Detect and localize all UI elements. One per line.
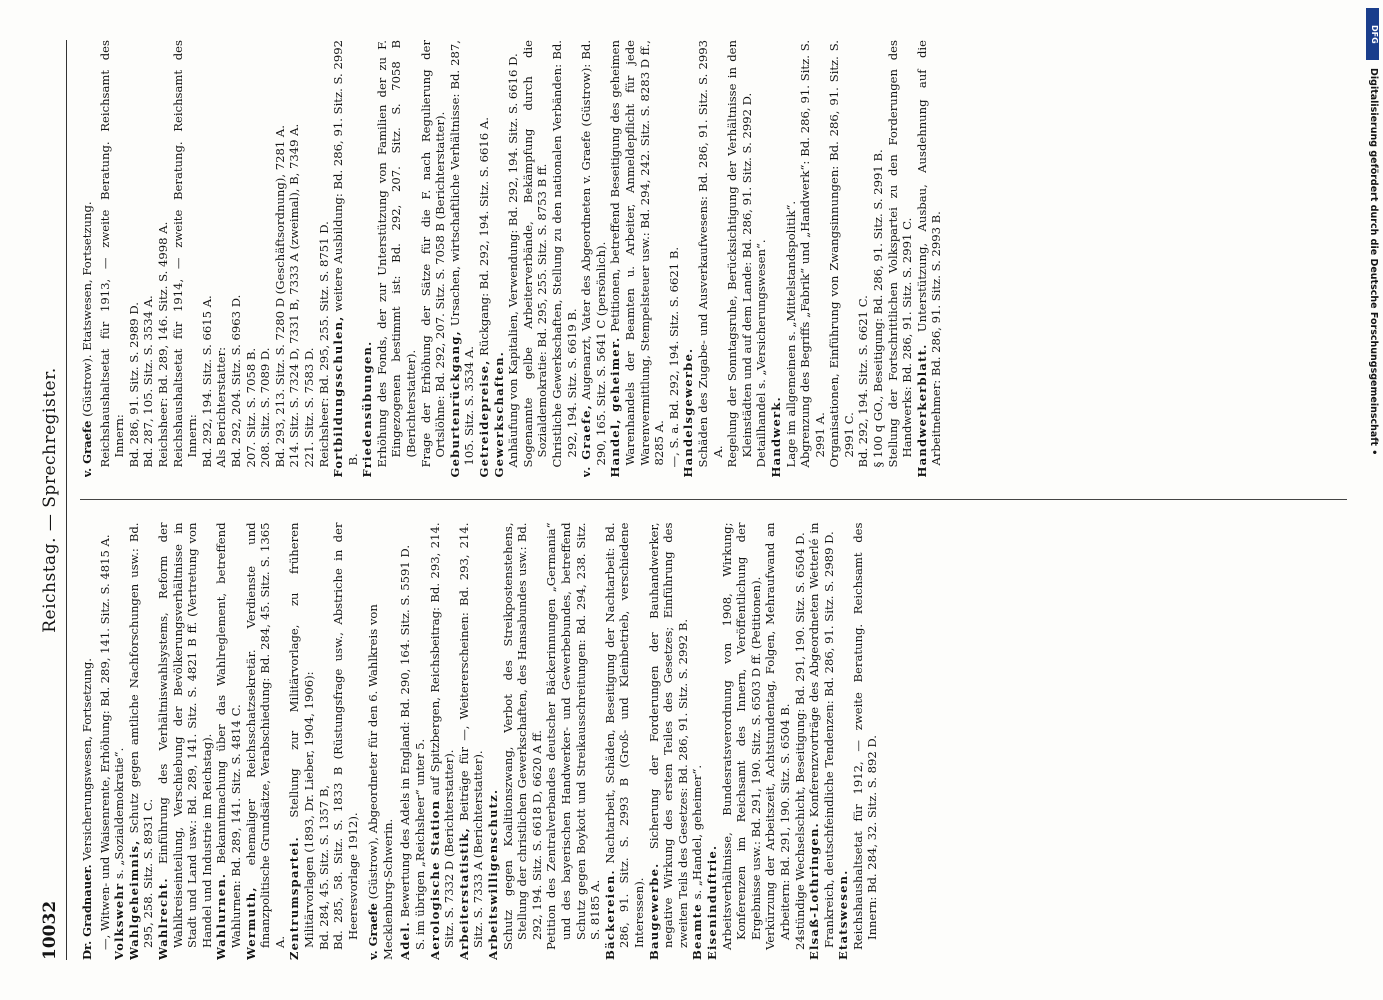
entry-text: Bd. 285, 58. Sitz. S. 1833 B (Rüstungsfrage usw., Abstriche in der Heeresvorlage 1912).	[331, 522, 360, 950]
register-entry	[827, 40, 856, 478]
entry-text: Rückgang: Bd. 292, 194. Sitz. S. 6616 A.	[477, 117, 492, 356]
entry-text: Bd. 286, 91. Sitz. S. 2989 D.	[126, 302, 141, 468]
register-entry	[763, 523, 792, 961]
entry-keyword: Fortbildungsschulen,	[331, 315, 346, 478]
entry-keyword: Eiseninduftrie.	[704, 844, 719, 960]
register-entry	[287, 523, 316, 961]
entry-text: Erhöhung des Fonds, der zur Unterstützung von Familien der zu F. Eingezogenen bestimmt ist: Bd. 292, 207. Sitz. S. 7058 B (Berichterstatter).	[374, 40, 419, 468]
entry-text: S. im übrigen „Reichsheer“ unter 5.	[413, 738, 428, 950]
entry-keyword: Aerologische Station	[427, 799, 442, 960]
register-entry	[836, 523, 851, 961]
register-entry	[258, 40, 273, 478]
entry-text: Petition des Zentralverbandes deutscher Bäckerinnungen „Germania“ und des bayerischen Handwerker- und Gewerbebundes, betreffend Schutz gegen Boykott und Streikausschreitungen: Bd. 294, 238. Sitz. S. 8185 A.	[544, 522, 603, 950]
entry-text: Schutz gegen amtliche Nachforschungen usw.: Bd. 295, 258. Sitz. S. 8931 C.	[126, 522, 156, 948]
heading-name: Dr. Gradnauer.	[80, 864, 94, 960]
register-entry	[681, 40, 696, 478]
register-entry	[603, 523, 647, 961]
right-column-heading	[80, 40, 95, 478]
columns	[80, 40, 1347, 960]
register-entry	[720, 523, 764, 961]
register-entry	[448, 40, 477, 478]
entry-text: Bd. 284, 45. Sitz. S. 1357 B,	[316, 784, 331, 950]
entry-keyword: Volkswehr	[112, 882, 127, 960]
entry-keyword: Handwerkerblatt.	[914, 343, 929, 478]
register-entry	[127, 40, 142, 478]
register-entry	[544, 523, 602, 961]
heading-name-right: v. Graefe	[80, 420, 94, 478]
entry-text: Unterstützung, Ausbau, Ausdehnung auf die Arbeitnehmer: Bd. 286, 91. Sitz. S. 2993 B.	[914, 40, 944, 466]
entry-text: Beiträge für —, Weitererscheinen: Bd. 293, 214. Sitz. S. 7333 A (Berichterstatter).	[456, 522, 486, 948]
entry-text: Bd. 292, 194. Sitz. S. 6615 A.	[199, 295, 214, 468]
entry-keyword: Handel, geheimer.	[608, 336, 623, 478]
entry-keyword: Handelsgewerbe.	[681, 347, 696, 478]
register-entry	[769, 40, 784, 478]
entry-text: weitere Ausbildung: Bd. 286, 91. Sitz. S. 2992 B.	[331, 40, 360, 466]
register-entry	[690, 523, 705, 961]
register-entry	[98, 40, 127, 478]
entry-text: Ursachen, wirtschaftliche Verhältnisse: Bd. 287, 105. Sitz. S. 3534 A.	[447, 40, 477, 466]
register-entry	[705, 523, 720, 961]
register-entry	[141, 40, 156, 478]
entry-text: Arbeitsverhältnisse, Bundesratsverordnung von 1908, Wirkung; Konferenzen im Reichsamt des Innern, Veröffentlichung der Ergebnisse usw.: Bd. 291, 190. Sitz. S. 6503 D ff. (Petitionen).	[719, 522, 763, 950]
entry-text: Bewertung des Adels in England: Bd. 290, 164. Sitz. S. 5591 D.	[398, 544, 413, 918]
register-entry	[398, 523, 413, 961]
entry-text: Bekanntmachung über das Wahlreglement, betreffend Wahlurnen: Bd. 289, 141. Sitz. S. 4814 C.	[214, 522, 243, 948]
register-entry	[375, 40, 419, 478]
entry-keyword: Wahlurnen.	[214, 872, 229, 960]
left-column-heading	[80, 523, 95, 961]
entry-text: Bd. 287, 105. Sitz. S. 3534 A.	[141, 295, 156, 468]
entry-text: Konferenzvorträge des Abgeordneten Wetterlé in Frankreich, deutschfeindliche Tendenzen: Bd. 286, 91. Sitz. S. 2989 D.	[807, 522, 836, 948]
heading-continuation-right: (Güstrow). Etatswesen, Fortsetzung.	[80, 201, 94, 417]
register-entry	[428, 523, 457, 961]
entry-keyword: Zentrumspartei.	[287, 836, 302, 960]
entry-text: Petitionen, betreffend Beseitigung des geheimen Warenhandels der Beamten u. Arbeiter, Anmeldepflicht für jede Warenvermittlung, Stempelsteuer usw.: Bd. 294, 242. Sitz. S. 8283 D ff., 8285 A.	[608, 40, 667, 466]
entry-text: Bd. 293, 213. Sitz. S. 7280 D (Geschäftsordnung), 7281 A.	[272, 125, 287, 468]
right-entries	[98, 40, 944, 478]
register-entry	[798, 40, 827, 478]
entry-keyword: Etatswesen.	[836, 869, 851, 960]
entry-text: ehemaliger Reichsschatzsekretär. Verdienste und finanzpolitische Grundsätze, Verabschiedung: Bd. 284, 45. Sitz. S. 1365 A.	[243, 522, 287, 948]
column-rule	[80, 500, 1347, 501]
running-head	[40, 40, 67, 960]
entry-keyword: Getreidepreise,	[477, 359, 492, 478]
entry-text: Stellung zur Militärvorlage, zu früheren Militärvorlagen (1893, Dr. Lieber, 1904, 1906):	[287, 522, 316, 948]
entry-keyword: Bäckereien.	[602, 869, 617, 960]
entry-text: Bd. 292, 204. Sitz. S. 6963 D.	[228, 294, 243, 468]
entry-text: 221. Sitz. S. 7583 D.	[301, 347, 316, 468]
register-entry	[287, 40, 302, 478]
right-column	[80, 40, 1347, 478]
entry-keyword: Geburtenrückgang,	[447, 330, 462, 478]
register-entry	[647, 523, 691, 961]
entry-text: Nachtarbeit, Schäden, Beseitigung der Nachtarbeit: Bd. 286, 91. Sitz. S. 2993 B (Groß- und Kleinbetrieb, verschiedene Interessen).	[602, 522, 646, 948]
entry-text: Regelung der Sonntagsruhe, Berücksichtigung der Verhältnisse in den Kleinstädten und auf dem Lande: Bd. 286, 91. Sitz. S. 2992 D.	[725, 40, 754, 468]
entry-keyword: v. Graefe,	[579, 404, 594, 478]
digitization-credit: Digitalisierung gefördert durch die Deutsche Forschungsgemeinschaft •	[1368, 68, 1379, 456]
entry-text: s. „Handel, geheimer“.	[690, 764, 705, 900]
entry-text: s. „Sozialdemokratie“.	[112, 747, 127, 879]
register-entry	[171, 40, 200, 478]
left-column	[80, 523, 1347, 961]
entry-text: § 100 q GO., Beseitigung: Bd. 286, 91. Sitz. S. 2991 B.	[871, 149, 886, 468]
entry-text: 24stündige Wechselschicht, Beseitigung: Bd. 291, 190. Sitz. S. 6504 D.	[792, 532, 807, 950]
register-entry	[457, 523, 486, 961]
register-entry	[725, 40, 754, 478]
register-entry	[886, 40, 915, 478]
entry-text: Sicherung der Forderungen der Bauhandwerker, negative Wirkung des ersten Teiles des Gesetzes; Einführung des zweiten Teils des Gesetzes: Bd. 286, 91. Sitz. S. 2992 B.	[646, 522, 690, 948]
left-column-heading-2	[366, 523, 395, 961]
register-entry	[486, 523, 501, 961]
register-entry	[492, 40, 507, 478]
register-entry	[793, 523, 808, 961]
entry-text: Sogenannte gelbe Arbeiterverbände, Bekämpfung durch die Sozialdemokratie: Bd. 295, 255. Sitz. S. 8753 B ff.	[520, 40, 550, 468]
entry-keyword: Gewerkschaften.	[491, 351, 506, 478]
running-title: Reichstag. — Sprechregister.	[40, 367, 60, 633]
register-entry	[360, 40, 375, 478]
entry-text: Reichsheer: Bd. 295, 255. Sitz. S. 8751 D.	[316, 221, 331, 468]
register-entry	[317, 523, 332, 961]
register-entry	[521, 40, 550, 478]
register-entry	[331, 40, 360, 478]
register-entry	[501, 523, 545, 961]
entry-text: —, S. a. Bd. 292, 194. Sitz. S. 6621 B.	[666, 246, 681, 468]
entry-text: 207. Sitz. S. 7058 B.	[243, 347, 258, 468]
entry-text: Einführung des Verhältniswahlsystems, Reform der Wahlkreiseinteilung, Verschiebung der Bevölkerungsverhältnisse in Stadt und Land usw.: Bd. 289, 141. Sitz. S. 4821 B ff. (Vertretung von Handel und Industrie im Reichstag).	[155, 522, 214, 948]
heading-name-2: v. Graefe	[366, 903, 381, 960]
entry-text: —, Witwen- und Waisenrente, Erhöhung: Bd. 289, 141. Sitz. S. 4815 A.	[97, 534, 112, 950]
entry-text: Verkürzung der Arbeitszeit, Achtstundentag, Folgen, Mehraufwand an Arbeitern: Bd. 291, 190. Sitz. S. 6504 B.	[763, 522, 792, 950]
entry-text: Christliche Gewerkschaften, Stellung zu den nationalen Verbänden: Bd. 292, 194. Sitz. S. 6619 B.	[550, 40, 579, 468]
entry-text: Reichshaushaltsetat für 1913, — zweite Beratung. Reichsamt des Innern:	[97, 40, 127, 468]
register-entry	[98, 523, 113, 961]
register-entry	[477, 40, 492, 478]
register-entry	[807, 523, 836, 961]
register-entry	[244, 40, 259, 478]
register-entry	[214, 523, 243, 961]
register-entry	[915, 40, 944, 478]
entry-text: 214. Sitz. S. 7324 D, 7331 B, 7333 A (zweimal), B, 7349 A.	[287, 123, 302, 468]
entry-text: Detailhandel s. „Versicherungswesen“.	[754, 239, 769, 468]
entry-keyword: Wahlgeheimnis,	[126, 839, 141, 960]
entry-keyword: Beamte	[690, 903, 705, 960]
register-entry	[754, 40, 769, 478]
entry-text: Lage im allgemeinen s. „Mittelstandspolitik“.	[783, 200, 798, 468]
register-entry	[871, 40, 886, 478]
register-entry	[156, 523, 214, 961]
register-entry	[317, 40, 332, 478]
entry-keyword: Wermuth,	[243, 886, 258, 960]
register-entry	[579, 40, 608, 478]
register-entry	[419, 40, 448, 478]
heading-continuation: Versicherungswesen, Fortsetzung.	[80, 658, 94, 861]
entry-text: Reichshaushaltsetat für 1912, — zweite Beratung. Reichsamt des Innern: Bd. 284, 32. Sitz. S. 892 D.	[850, 522, 880, 950]
register-entry	[127, 523, 156, 961]
register-entry	[244, 523, 288, 961]
register-entry	[667, 40, 682, 478]
register-entry	[112, 523, 127, 961]
entry-keyword: Wahlrecht.	[155, 877, 170, 960]
entry-text: Reichsheer: Bd. 289, 146. Sitz. S. 4998 A.	[155, 221, 170, 468]
left-entries-2	[398, 523, 880, 961]
register-entry	[200, 40, 215, 478]
entry-keyword: Adel.	[398, 921, 413, 960]
left-entries	[98, 523, 361, 961]
register-entry	[784, 40, 799, 478]
register-entry	[608, 40, 666, 478]
entry-text: auf Spitzbergen, Reichsbeitrag: Bd. 293, 214. Sitz. S. 7332 D (Berichterstatter).	[427, 522, 457, 948]
register-entry	[302, 40, 317, 478]
entry-text: Bd. 292, 194. Sitz. S. 6621 C.	[856, 295, 871, 468]
heading-continuation-2: (Güstrow), Abgeordneter für den 6. Wahlkreis von Mecklenburg-Schwerin.	[366, 604, 395, 960]
register-entry	[550, 40, 579, 478]
register-entry	[156, 40, 171, 478]
register-entry	[229, 40, 244, 478]
entry-keyword: Arbeitswilligenschutz.	[486, 788, 501, 960]
register-entry	[214, 40, 229, 478]
digitization-stamp	[1365, 8, 1379, 998]
register-entry	[413, 523, 428, 961]
entry-text: Schutz gegen Koalitionszwang, Verbot des Streikpostenstehens, Stellung der christlichen Gewerkschaften, des Hansabundes usw.: Bd. 292, 194. Sitz. S. 6618 D, 6620 A ff.	[500, 522, 544, 950]
entry-keyword: Elsaß-Lothringen.	[807, 822, 822, 960]
entry-text: Schäden des Zugabe- und Ausverkaufwesens: Bd. 286, 91. Sitz. S. 2993 A.	[695, 40, 725, 468]
register-entry	[851, 523, 880, 961]
entry-keyword: Baugewerbe.	[646, 862, 661, 960]
register-entry	[506, 40, 521, 478]
register-entry	[331, 523, 360, 961]
entry-text: Frage der Erhöhung der Sätze für die F. nach Regulierung der Ortslöhne: Bd. 292, 207. Sitz. S. 7058 B (Berichterstatter).	[418, 40, 448, 468]
entry-text: 208. Sitz. S. 7089 D.	[258, 347, 273, 468]
entry-text: Abgrenzung des Begriffs „Fabrik“ und „Handwerk“: Bd. 286, 91. Sitz. S. 2991 A.	[798, 40, 827, 468]
entry-text: Augenarzt, Vater des Abgeordneten v. Graefe (Güstrow): Bd. 290, 165. Sitz. S. 5641 C (persönlich).	[579, 40, 608, 466]
entry-keyword: Arbeiterstatistik,	[456, 827, 471, 960]
register-entry	[696, 40, 725, 478]
register-entry	[273, 40, 288, 478]
entry-text: Organisationen, Einführung von Zwangsinnungen: Bd. 286, 91. Sitz. S. 2991 C.	[827, 40, 856, 468]
dfg-logo: DFG	[1366, 8, 1379, 60]
entry-text: Reichshaushaltsetat für 1914, — zweite Beratung. Reichsamt des Innern:	[170, 40, 200, 468]
page-number: 10032	[40, 900, 60, 960]
entry-keyword: Friedensübungen.	[360, 340, 375, 478]
entry-keyword: Handwerk.	[768, 396, 783, 478]
entry-text: Stellung der Fortschrittlichen Volkspartei zu den Forderungen des Handwerks: Bd. 286, 91. Sitz. S. 2991 C.	[885, 40, 915, 468]
register-entry	[856, 40, 871, 478]
entry-text: Anhäufung von Kapitalien, Verwendung: Bd. 292, 194. Sitz. S. 6616 D.	[506, 53, 521, 468]
entry-text: Als Berichterstatter:	[214, 346, 229, 468]
